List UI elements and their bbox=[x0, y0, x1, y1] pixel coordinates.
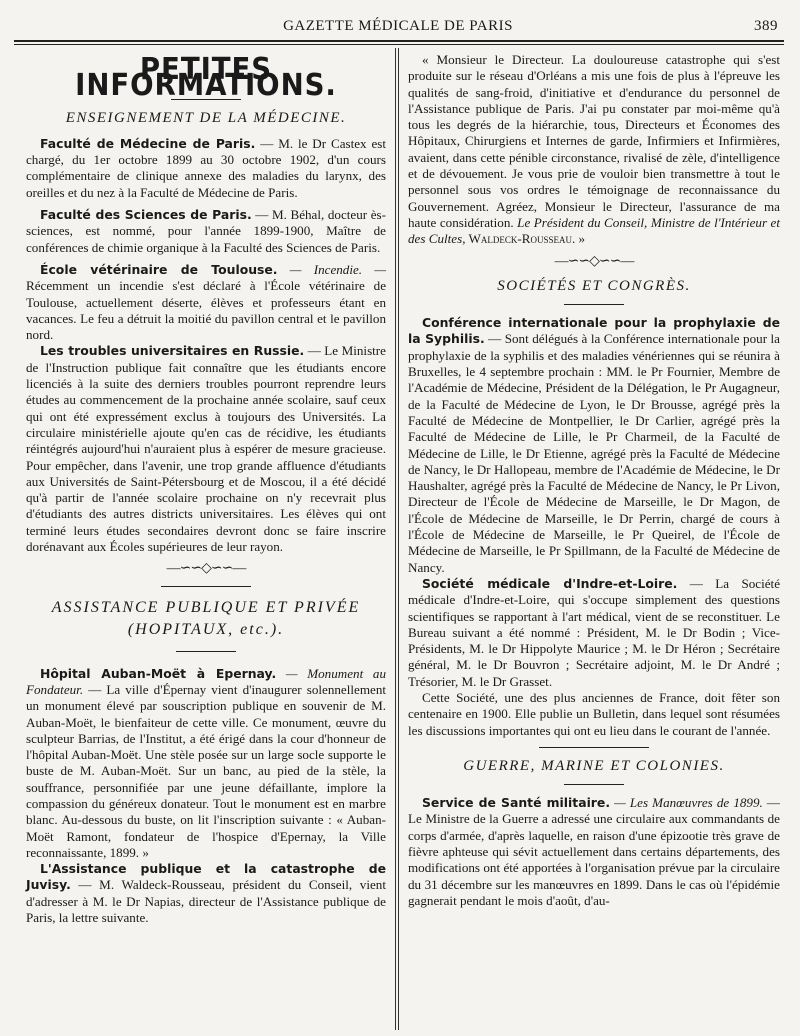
article-faculte-medecine bbox=[26, 136, 386, 201]
column-divider bbox=[395, 48, 396, 1030]
section-rule bbox=[161, 586, 251, 587]
article-societe-indre-et-loire bbox=[408, 576, 780, 690]
article-heading: Faculté de Médecine de Paris. bbox=[40, 135, 256, 151]
letter-body: « Monsieur le Directeur. La douloureuse catastrophe qui s'est produite sur le réseau d'Orléans a mis une fois de plus à l'épreuve les qualités de sang-froid, d'initiative et d'endurance du personnel de l'Assistance publique de Paris. J'ai pu constater par moi-même qu'à tous les degrés de la hiérarchie, tous, Directeurs et Économes des Hôpitaux, Chirurgiens et Internes de garde, Infirmiers et Infirmières, avaient, dans cette pénible circonstance, rivalisé de zèle, d'intelligence et de dévouement. Je vous prie de vouloir bien transmettre à tout le personnel sous vos ordres le témoignage de reconnaissance du Gouvernement. Agréez, Monsieur le Directeur, l'assurance de ma haute considération. bbox=[408, 52, 780, 230]
article-conference-syphilis bbox=[408, 315, 780, 576]
article-catastrophe-juvisy bbox=[26, 861, 386, 926]
article-societe-centenaire: Cette Société, une des plus anciennes de France, doit fêter son centenaire en 1900. Elle publie un Bulletin, dans lequel sont résumées les discussions importantes qui ont eu lieu dans le courant de l'année. bbox=[408, 689, 780, 738]
article-heading: Service de Santé militaire. bbox=[422, 795, 611, 811]
main-title: PETITES INFORMATIONS. bbox=[75, 52, 337, 104]
article-heading: École vétérinaire de Toulouse. bbox=[40, 261, 278, 277]
header-rule-thin bbox=[14, 44, 784, 45]
section-rule bbox=[539, 747, 649, 748]
ornament-divider: —∽∽◇∽∽— bbox=[554, 253, 634, 269]
article-body: — M. Waldeck-Rousseau, président du Conseil, vient d'adresser à M. le Dr Napias, directeur de l'Assistance publique de Paris, la lettre suivante. bbox=[26, 877, 386, 926]
left-column bbox=[26, 52, 386, 926]
article-troubles-russie bbox=[26, 343, 386, 555]
section-heading-enseignement: ENSEIGNEMENT DE LA MÉDECINE. bbox=[65, 109, 347, 126]
right-column bbox=[408, 52, 780, 909]
article-body: — Sont délégués à la Conférence internationale pour la prophylaxie de la syphilis et des maladies vénériennes qui se réunira à Bruxelles, le 4 septembre prochain : MM. le Pr Fournier, Membre de l'Académie de Médecine, Président de la Délégation, le Pr Augagneur, de la Faculté de Médecine de Lyon, le Dr Brousse, agrégé près la Faculté de Médecine de Montpellier, le Dr Carlier, agrégé près la Faculté de Médecine de Lille, le Pr Charmeil, de la Faculté de Médecine de Lille, le Dr Etienne, agrégé près la Faculté de Médecine de Nancy, le Dr Hallopeau, membre de l'Académie de Médecine, le Dr Haushalter, agrégé près la Faculté de Médecine de Nancy, le Pr Livon, Directeur de l'École de Médecine de Marseille, le Dr Magon, de l'École de Médecine de Marseille, le Dr Perrin, chargé de cours à l'École de Médecine de Marseille, le Pr Queirel, de l'École de Médecine de Marseille, le Pr Spillmann, de la Faculté de Médecine de Nancy. bbox=[408, 331, 780, 575]
section-rule bbox=[176, 651, 236, 652]
letter-text bbox=[408, 52, 780, 248]
article-body: — Le Ministre de la Guerre a adressé une circulaire aux commandants de corps d'armée, d'après laquelle, en raison d'une épizootie très grave de fièvre aphteuse qui sévit actuellement dans certains départements, des modifications ont été apportées à l'organisation prévue par la circulaire du 31 décembre sur les manœuvres en 1899. Dans le cas où l'épidémie gagnerait pendant le mois d'août, d'au- bbox=[408, 795, 780, 908]
running-header bbox=[18, 14, 778, 36]
article-service-sante-militaire bbox=[408, 795, 780, 909]
article-heading: Conférence internationale pour la prophylaxie de la Syphilis. bbox=[408, 315, 780, 347]
ornament-divider: —∽∽◇∽∽— bbox=[166, 561, 246, 577]
page-number: 389 bbox=[754, 18, 778, 34]
article-body: — M. le Dr Castex est chargé, du 1er octobre 1899 au 30 octobre 1902, d'un cours complémentaire de clinique annexe des maladies du larynx, des oreilles et du nez à la Faculté de Médecine de Paris. bbox=[26, 135, 386, 200]
section-heading-guerre: GUERRE, MARINE ET COLONIES. bbox=[463, 757, 725, 774]
section-rule bbox=[564, 304, 624, 305]
article-ecole-veterinaire bbox=[26, 262, 386, 343]
header-rule bbox=[14, 40, 784, 42]
section-heading-line: (HOPITAUX, etc.). bbox=[127, 620, 285, 638]
article-heading: Faculté des Sciences de Paris. bbox=[40, 207, 252, 223]
section-heading-societes: SOCIÉTÉS ET CONGRÈS. bbox=[497, 277, 691, 294]
article-heading: Hôpital Auban-Moët à Epernay. bbox=[40, 665, 277, 681]
article-heading: Société médicale d'Indre-et-Loire. bbox=[422, 575, 678, 591]
article-body: — La Société médicale d'Indre-et-Loire, qui s'occupe simplement des questions scientifiques se rapportant à l'art médical, vient de se reconstituer. Le Bureau suivant a été nommé : Président, M. le Dr Bodin ; Vice-Présidents, M. le Dr Hippolyte Maurice ; M. le Dr Héron ; Secrétaire général, M. le Dr Bouvron ; Secrétaire adjoint, M. le Dr André ; Trésorier, M. le Dr Grasset. bbox=[408, 575, 781, 689]
article-faculte-sciences bbox=[26, 207, 386, 256]
article-body: — Le Ministre de l'Instruction publique fait connaître que les étudiants encore licenciés à la suite des derniers troubles pourront reprendre leurs études au commencement de la prochaine année scolaire, sauf ceux qui ont été expressément exclus à toujours des Universités. La circulaire ministérielle ajoute qu'en cas de récidive, les étudiants réintégrés aujourd'hui n'auraient plus à espérer de mesure gracieuse. Pour empêcher, dans l'avenir, une trop grande affluence d'étudiants aux Universités de Saint-Pétersbourg et de Moscou, il a été décidé qu'à partir de l'année scolaire prochaine on n'y recevrait plus d'étudiants des autres districts universitaires. Les élèves qui ont terminé leurs études secondaires devront donc se faire inscrire dorénavant aux Écoles supérieures de leur rayon. bbox=[26, 343, 386, 555]
section-heading-line: ASSISTANCE PUBLIQUE ET PRIVÉE bbox=[51, 598, 361, 616]
article-subhead: — Les Manœuvres de 1899. bbox=[610, 795, 763, 811]
article-heading: Les troubles universitaires en Russie. bbox=[40, 343, 305, 359]
section-rule bbox=[564, 784, 624, 785]
letter-signature: Le Président du Conseil, Ministre de l'Intérieur et des Cultes, bbox=[408, 214, 780, 247]
article-heading: L'Assistance publique et la catastrophe de Juvisy. bbox=[26, 861, 386, 893]
article-hopital-auban-moet bbox=[26, 666, 386, 862]
article-subhead: — Monument au Fondateur. bbox=[26, 665, 386, 697]
column-divider-thin bbox=[398, 48, 399, 1030]
article-body: — La ville d'Épernay vient d'inaugurer solennellement un monument élevé par souscription publique en souvenir de M. Auban-Moët, le bienfaiteur de cette ville. Ce monument, œuvre du sculpteur Barrias, de l'Institut, a été érigé dans la cour d'honneur de l'hôpital Auban-Moët. Une stèle posée sur un large socle supporte le buste de M. Auban-Moët. Sur un banc, au pied de la stèle, la souffrance, personnifiée par une jeune défaillante, implore la compassion du généreux donateur. Tout le monument est en marbre blanc. Au-dessous du buste, on lit l'inscription suivante : « Auban-Moët Ramont, fondateur de l'hospice d'Epernay, la Ville reconnaissante, 1899. » bbox=[26, 681, 386, 860]
article-body: — M. Béhal, docteur ès-sciences, est nommé, pour l'année 1899-1900, Maître de conférences de chimie organique à la Faculté des Sciences de Paris. bbox=[26, 207, 386, 255]
journal-title: GAZETTE MÉDICALE DE PARIS bbox=[283, 18, 513, 34]
article-subhead: — Incendie. — bbox=[277, 261, 386, 277]
article-body: Récemment un incendie s'est déclaré à l'École vétérinaire de Toulouse, actuellement déserte, élèves et professeurs étant en vacances. Le feu a détruit la moitié du pavillon central et le pavillon nord. bbox=[26, 278, 386, 343]
letter-signatory: Waldeck-Rousseau. » bbox=[465, 231, 586, 247]
section-heading-assistance bbox=[26, 597, 386, 641]
